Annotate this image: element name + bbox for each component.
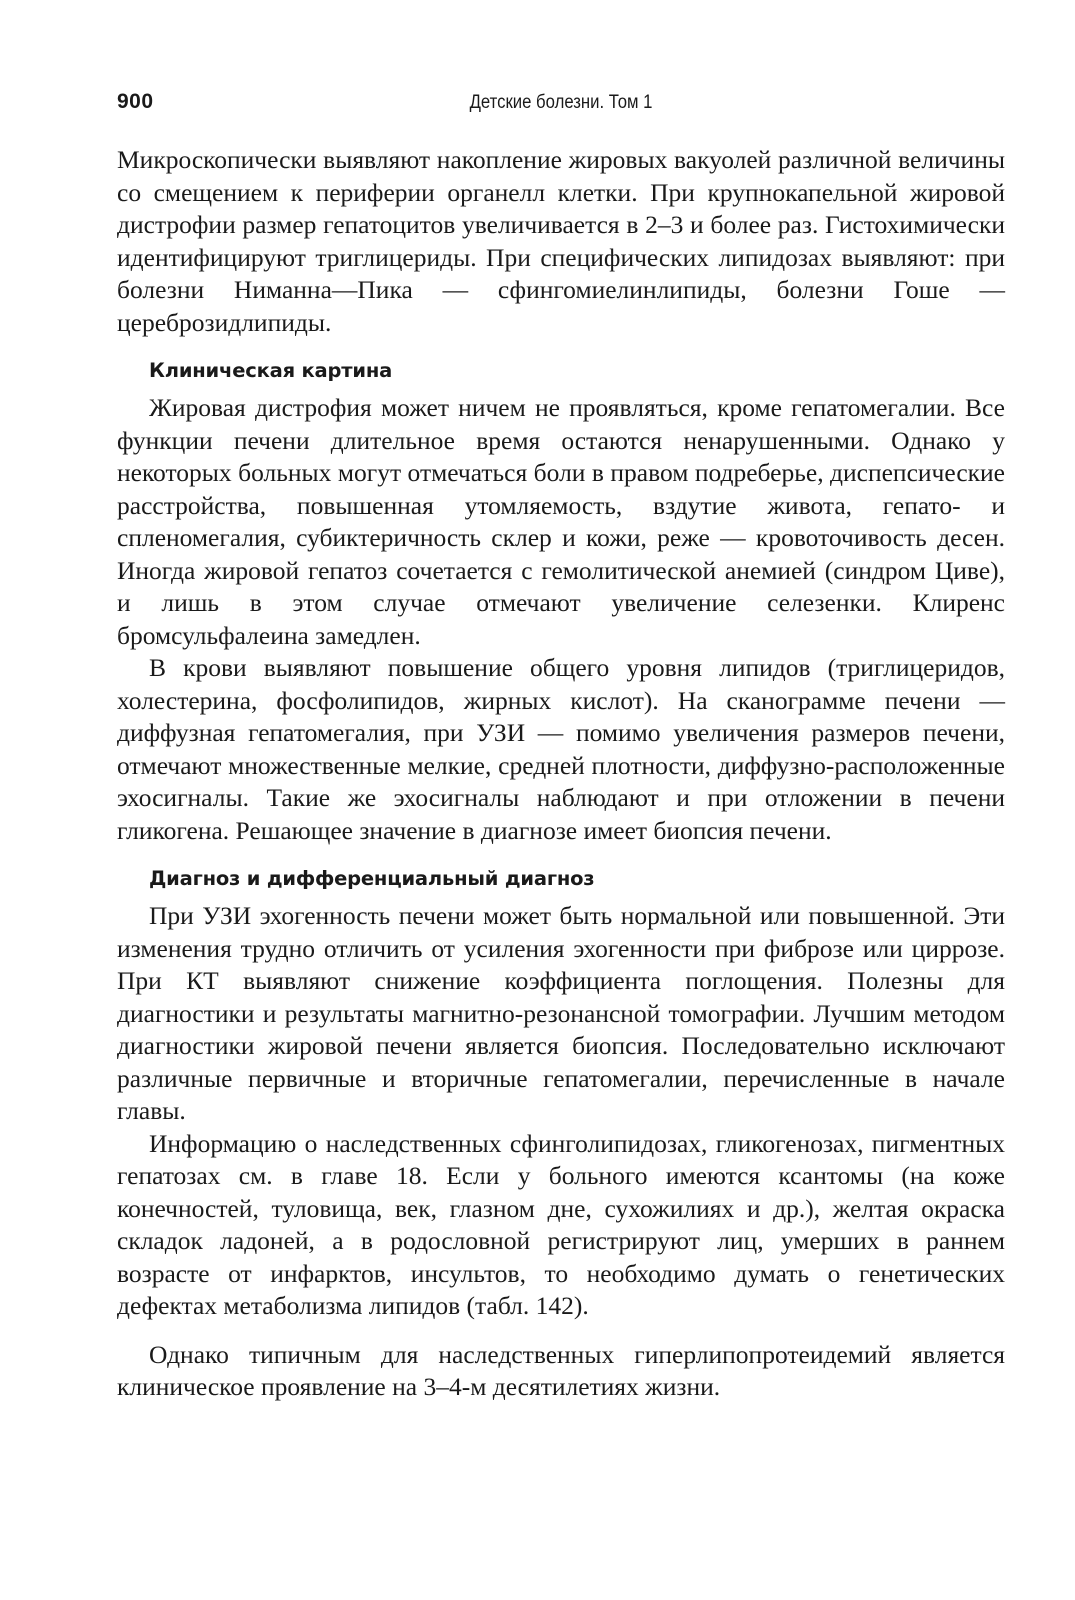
running-head	[117, 84, 1005, 124]
paragraph-blood-findings: В крови выявляют повышение общего уровня липидов (триглицеридов, холестерина, фосфолипидов, жирных кислот). На сканограмме печени — диффузная гепатомегалия, при УЗИ — помимо увеличения размеров печени, отмечают множественные мелкие, средней плотности, диффузно-расположенные эхосигналы. Такие же эхосигналы наблюдают и при отложении в печени гликогена. Решающее значение в диагнозе имеет биопсия печени.	[117, 653, 1005, 845]
paragraph-clinical-picture: Жировая дистрофия может ничем не проявляться, кроме гепатомегалии. Все функции печени длительное время остаются ненарушенными. Однако у некоторых больных могут отмечаться боли в правом подреберье, диспепсические расстройства, повышенная утомляемость, вздутие живота, гепато- и спленомегалия, субиктеричность склер и кожи, реже — кровоточивость десен. Иногда жировой гепатоз сочетается с гемолитической анемией (синдром Циве), и лишь в этом случае отмечают увеличение селезенки. Клиренс бромсульфалеина замедлен.	[117, 393, 1005, 650]
page-number: 900	[117, 90, 154, 113]
paragraph-hereditary-info: Информацию о наследственных сфинголипидозах, гликогенозах, пигментных гепатозах см. в главе 18. Если у больного имеются ксантомы (на коже конечностей, туловища, век, глазном дне, сухожилиях и др.), желтая окраска складок ладоней, а в родословной регистрируют лиц, умерших в раннем возрасте от инфарктов, инсультов, то необходимо думать о генетических дефектах метаболизма липидов (табл. 142).	[117, 1128, 1005, 1320]
paragraph-ultrasound: При УЗИ эхогенность печени может быть нормальной или повышенной. Эти изменения трудно отличить от усиления эхогенности при фиброзе или циррозе. При КТ выявляют снижение коэффициента поглощения. Полезны для диагностики и результаты магнитно-резонансной томографии. Лучшим методом диагностики жировой печени является биопсия. Последовательно исключают различные первичные и вторичные гепатомегалии, перечисленные в начале главы.	[117, 901, 1005, 1125]
paragraph-hyperlipoproteinemia: Однако типичным для наследственных гиперлипопротеидемий является клиническое проявление на 3–4-м десятилетиях жизни.	[117, 1339, 1005, 1401]
heading-clinical-picture: Клиническая картина	[149, 359, 393, 382]
paragraph-microscopy: Микроскопически выявляют накопление жировых вакуолей различной величины со смещением к периферии органелл клетки. При крупнокапельной жировой дистрофии размер гепатоцитов увеличивается в 2–3 и более раз. Гистохимически идентифицируют триглицериды. При специфических липидозах выявляют: при болезни Ниманна—Пика — сфингомиелинлипиды, болезни Гоше — цереброзидлипиды.	[117, 145, 1005, 337]
book-page	[117, 84, 1005, 1404]
heading-diagnosis: Диагноз и дифференциальный диагноз	[149, 867, 595, 890]
book-title: Детские болезни. Том 1	[469, 92, 653, 113]
